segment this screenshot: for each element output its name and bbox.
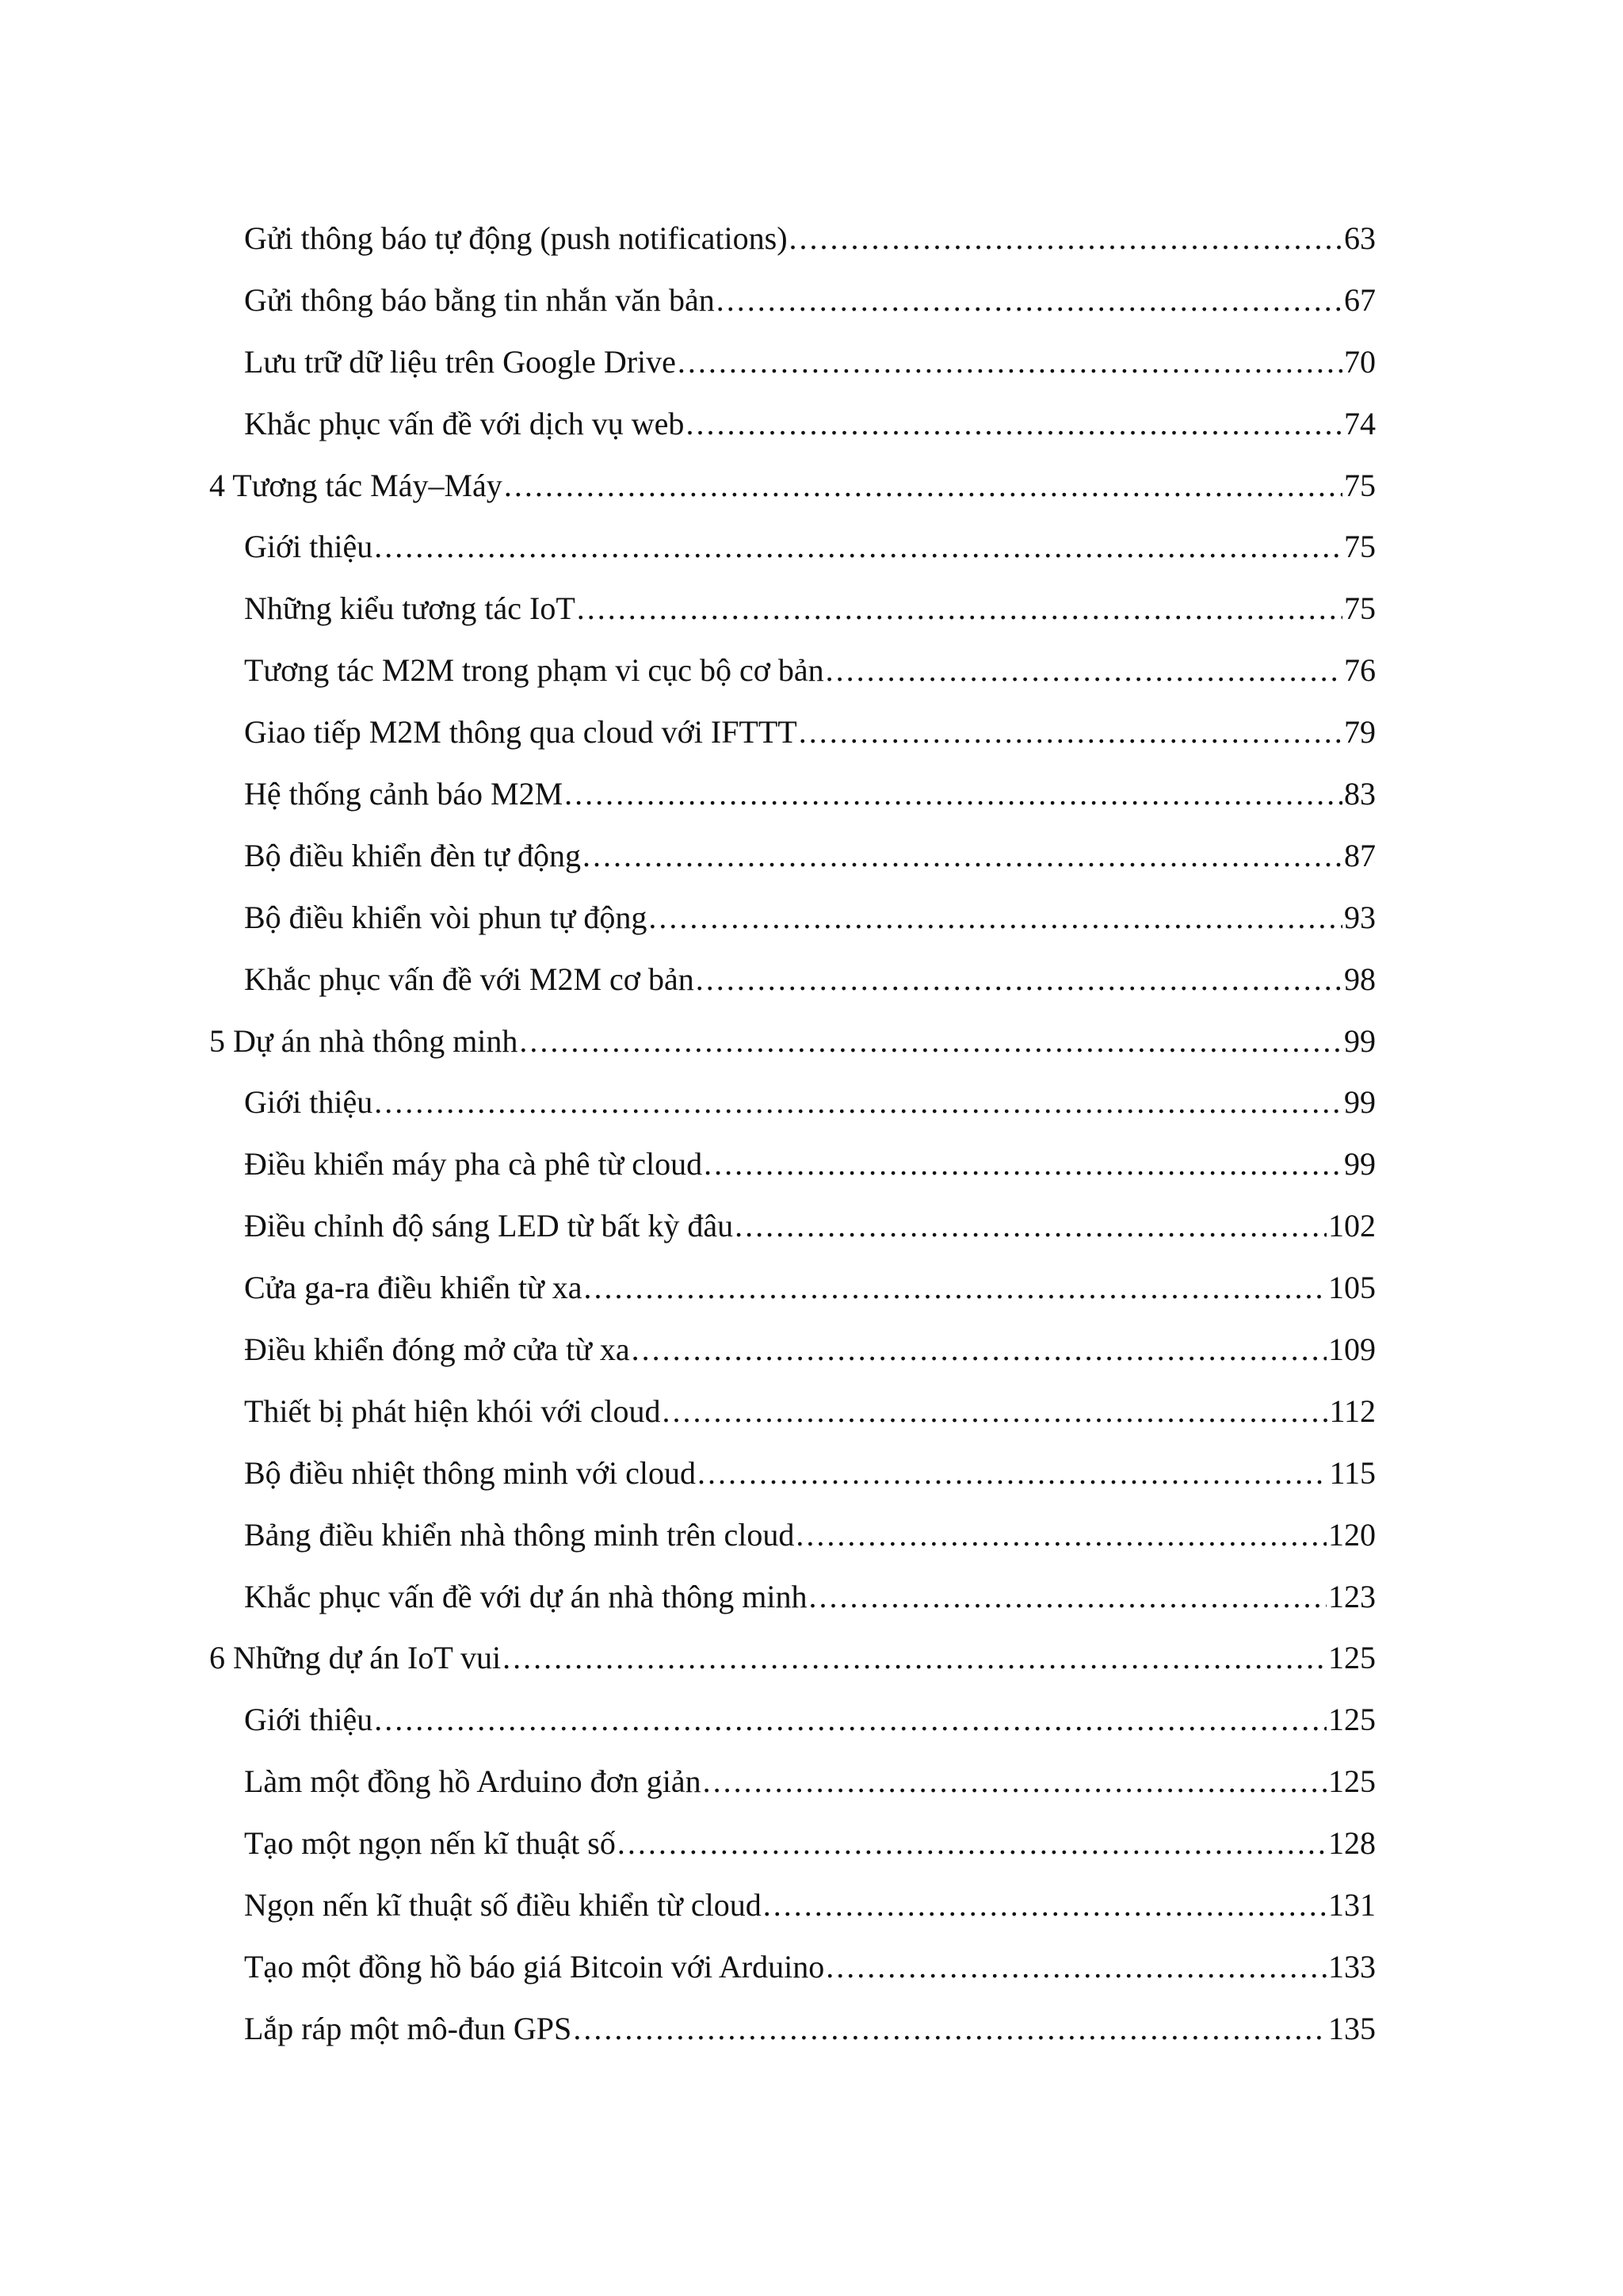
toc-chapter-entry[interactable] [209,455,1376,517]
toc-section-entry[interactable] [209,1442,1376,1504]
toc-section-entry[interactable] [209,1689,1376,1751]
toc-section-entry[interactable] [209,1813,1376,1874]
toc-entry-page-number: 75 [1344,467,1376,503]
toc-entry-title: Giới thiệu [244,1084,373,1121]
toc-entry-title: 5 Dự án nhà thông minh [209,1022,518,1059]
toc-section-entry[interactable] [209,640,1376,701]
toc-entry-page-number: 70 [1344,343,1376,380]
toc-entry-page-number: 125 [1328,1763,1376,1800]
toc-entry-page-number: 131 [1328,1887,1376,1924]
toc-chapter-entry[interactable] [209,1627,1376,1689]
toc-section-entry[interactable] [209,1566,1376,1628]
toc-dot-leader [519,1010,1342,1072]
toc-entry-title: Thiết bị phát hiện khói với cloud [244,1392,661,1429]
toc-entry-page-number: 125 [1328,1702,1376,1738]
toc-section-entry[interactable] [209,1504,1376,1566]
toc-entry-title: Ngọn nến kĩ thuật số điều khiển từ cloud [244,1887,762,1924]
toc-entry-page-number: 120 [1328,1516,1376,1553]
toc-entry-title: Điều chỉnh độ sáng LED từ bất kỳ đâu [244,1208,734,1244]
toc-dot-leader [678,331,1342,393]
toc-section-entry[interactable] [209,1133,1376,1195]
toc-dot-leader [789,208,1342,269]
toc-entry-page-number: 99 [1344,1146,1376,1182]
toc-section-entry[interactable] [209,825,1376,887]
toc-dot-leader [716,269,1342,331]
toc-entry-page-number: 75 [1344,590,1376,627]
toc-entry-title: Hệ thống cảnh báo M2M [244,776,563,812]
toc-entry-title: Gửi thông báo bằng tin nhắn văn bản [244,281,715,318]
toc-dot-leader [663,1381,1328,1442]
toc-dot-leader [763,1874,1327,1936]
toc-section-entry[interactable] [209,331,1376,393]
toc-entry-page-number: 87 [1344,837,1376,873]
toc-section-entry[interactable] [209,516,1376,578]
toc-entry-page-number: 112 [1329,1392,1376,1429]
toc-entry-page-number: 99 [1344,1084,1376,1121]
toc-entry-page-number: 83 [1344,776,1376,812]
toc-entry-title: Khắc phục vấn đề với M2M cơ bản [244,961,694,997]
toc-dot-leader [502,1627,1327,1689]
toc-dot-leader [374,1072,1342,1133]
toc-entry-page-number: 135 [1328,2010,1376,2046]
toc-entry-title: Điều khiển máy pha cà phê từ cloud [244,1146,703,1182]
toc-section-entry[interactable] [209,1319,1376,1381]
toc-dot-leader [796,1504,1327,1566]
toc-entry-page-number: 75 [1344,529,1376,565]
table-of-contents [209,208,1376,2060]
toc-dot-leader [704,1133,1342,1195]
toc-entry-title: Bảng điều khiển nhà thông minh trên cloud [244,1516,795,1553]
toc-dot-leader [648,887,1342,949]
toc-dot-leader [632,1319,1327,1381]
toc-section-entry[interactable] [209,578,1376,640]
toc-section-entry[interactable] [209,393,1376,455]
toc-dot-leader [826,640,1342,701]
toc-entry-title: Những kiểu tương tác IoT [244,590,575,627]
toc-entry-title: Tạo một đồng hồ báo giá Bitcoin với Arduino [244,1948,825,1985]
toc-section-entry[interactable] [209,1257,1376,1319]
toc-section-entry[interactable] [209,1072,1376,1133]
toc-section-entry[interactable] [209,763,1376,825]
toc-entry-title: Lắp ráp một mô-đun GPS [244,2010,572,2046]
toc-entry-title: Tạo một ngọn nến kĩ thuật số [244,1825,616,1862]
toc-entry-page-number: 98 [1344,961,1376,997]
toc-entry-page-number: 102 [1328,1208,1376,1244]
toc-entry-title: Lưu trữ dữ liệu trên Google Drive [244,343,676,380]
toc-dot-leader [582,825,1342,887]
toc-entry-page-number: 93 [1344,899,1376,935]
toc-entry-title: Gửi thông báo tự động (push notifications) [244,220,788,256]
toc-dot-leader [584,1257,1327,1319]
toc-section-entry[interactable] [209,1998,1376,2060]
toc-entry-title: Bộ điều khiển đèn tự động [244,837,581,873]
toc-section-entry[interactable] [209,701,1376,763]
toc-entry-page-number: 63 [1344,220,1376,256]
toc-entry-title: Làm một đồng hồ Arduino đơn giản [244,1763,701,1800]
toc-chapter-entry[interactable] [209,1010,1376,1072]
toc-dot-leader [703,1751,1327,1813]
toc-dot-leader [697,1442,1327,1504]
toc-entry-title: Giới thiệu [244,1702,373,1738]
toc-entry-title: 4 Tương tác Máy–Máy [209,467,502,503]
toc-entry-page-number: 115 [1329,1454,1376,1491]
toc-dot-leader [564,763,1342,825]
toc-entry-page-number: 76 [1344,652,1376,689]
toc-section-entry[interactable] [209,1936,1376,1998]
toc-entry-title: Khắc phục vấn đề với dự án nhà thông minh [244,1578,808,1614]
toc-entry-page-number: 67 [1344,281,1376,318]
toc-dot-leader [735,1195,1327,1257]
toc-entry-page-number: 133 [1328,1948,1376,1985]
toc-dot-leader [573,1998,1327,2060]
toc-entry-title: Giới thiệu [244,529,373,565]
toc-entry-page-number: 79 [1344,714,1376,751]
toc-entry-title: Tương tác M2M trong phạm vi cục bộ cơ bản [244,652,824,689]
toc-section-entry[interactable] [209,1195,1376,1257]
toc-section-entry[interactable] [209,949,1376,1010]
toc-entry-page-number: 99 [1344,1022,1376,1059]
toc-entry-title: Điều khiển đóng mở cửa từ xa [244,1331,630,1368]
toc-dot-leader [577,578,1342,640]
toc-section-entry[interactable] [209,1381,1376,1442]
toc-entry-page-number: 109 [1328,1331,1376,1368]
toc-entry-title: Giao tiếp M2M thông qua cloud với IFTTT [244,714,797,751]
toc-dot-leader [374,1689,1327,1751]
toc-dot-leader [374,516,1342,578]
toc-entry-title: Khắc phục vấn đề với dịch vụ web [244,405,685,441]
toc-dot-leader [808,1566,1327,1628]
toc-dot-leader [696,949,1342,1010]
toc-section-entry[interactable] [209,887,1376,949]
toc-entry-title: Cửa ga-ra điều khiển từ xa [244,1270,582,1306]
toc-dot-leader [826,1936,1327,1998]
toc-dot-leader [504,455,1342,517]
toc-dot-leader [799,701,1342,763]
toc-entry-page-number: 123 [1328,1578,1376,1614]
toc-entry-title: Bộ điều nhiệt thông minh với cloud [244,1454,696,1491]
toc-section-entry[interactable] [209,269,1376,331]
toc-entry-title: 6 Những dự án IoT vui [209,1640,502,1676]
toc-dot-leader [685,393,1342,455]
toc-entry-page-number: 105 [1328,1270,1376,1306]
toc-entry-page-number: 128 [1328,1825,1376,1862]
toc-entry-page-number: 125 [1328,1640,1376,1676]
toc-section-entry[interactable] [209,1874,1376,1936]
toc-dot-leader [617,1813,1327,1874]
toc-section-entry[interactable] [209,208,1376,269]
toc-section-entry[interactable] [209,1751,1376,1813]
toc-entry-page-number: 74 [1344,405,1376,441]
toc-entry-title: Bộ điều khiển vòi phun tự động [244,899,647,935]
